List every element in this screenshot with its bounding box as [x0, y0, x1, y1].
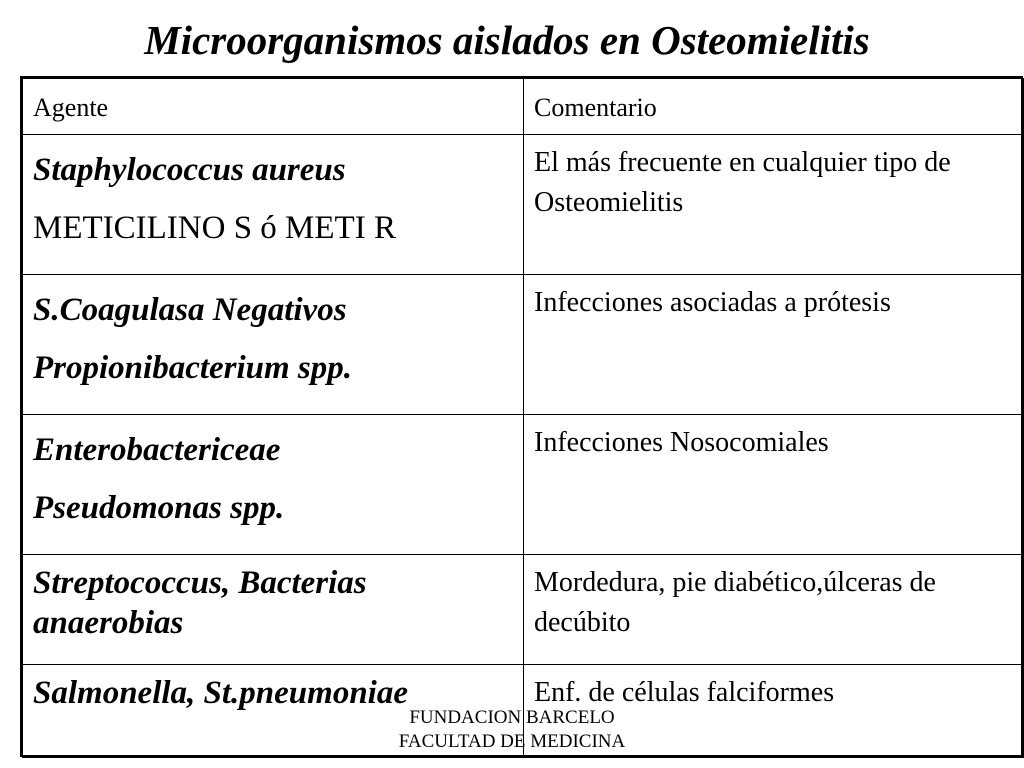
comment-cell	[524, 135, 1024, 275]
footer-line-faculty: FACULTAD DE MEDICINA	[398, 731, 626, 752]
header-comment-label: Comentario	[534, 93, 657, 122]
comment-cell	[524, 275, 1024, 415]
table-row	[23, 415, 1024, 555]
agent-name: Streptococcus, Bacterias	[33, 565, 367, 601]
agent-name: S.Coagulasa Negativos	[33, 292, 347, 328]
agent-name: Salmonella, St.pneumoniae	[33, 675, 408, 711]
footer	[370, 706, 654, 754]
table-row	[23, 135, 1024, 275]
comment-text: Infecciones asociadas a prótesis	[534, 287, 891, 318]
microorganisms-table	[20, 76, 1023, 757]
table-header-row	[23, 79, 1024, 135]
table-row	[23, 275, 1024, 415]
comment-cell	[524, 555, 1024, 665]
header-cell-comment	[524, 79, 1024, 135]
agent-name: Enterobactericeae	[33, 432, 281, 468]
header-cell-agent	[23, 79, 524, 135]
agent-cell	[23, 555, 524, 665]
comment-cell	[524, 415, 1024, 555]
comment-text: Enf. de células falciformes	[534, 677, 835, 708]
agent-cell	[23, 135, 524, 275]
agent-name: Staphylococcus aureus	[33, 152, 346, 188]
comment-text: El más frecuente en cualquier tipo de Osteomielitis	[534, 147, 951, 218]
comment-text: Mordedura, pie diabético,úlceras de decúbito	[534, 567, 936, 638]
agent-cell	[23, 415, 524, 555]
slide-title: Microorganismos aislados en Osteomielitis	[144, 17, 870, 63]
agent-name: Propionibacterium spp.	[33, 350, 353, 386]
header-agent-label: Agente	[33, 93, 109, 122]
comment-text: Infecciones Nosocomiales	[534, 427, 829, 458]
agent-cell	[23, 275, 524, 415]
footer-line-institution: FUNDACION BARCELO	[409, 707, 615, 728]
agent-name: Pseudomonas spp.	[33, 490, 285, 526]
table-row	[23, 555, 1024, 665]
agent-detail: METICILINO S ó METI R	[33, 210, 396, 246]
agent-name: anaerobias	[33, 605, 184, 641]
